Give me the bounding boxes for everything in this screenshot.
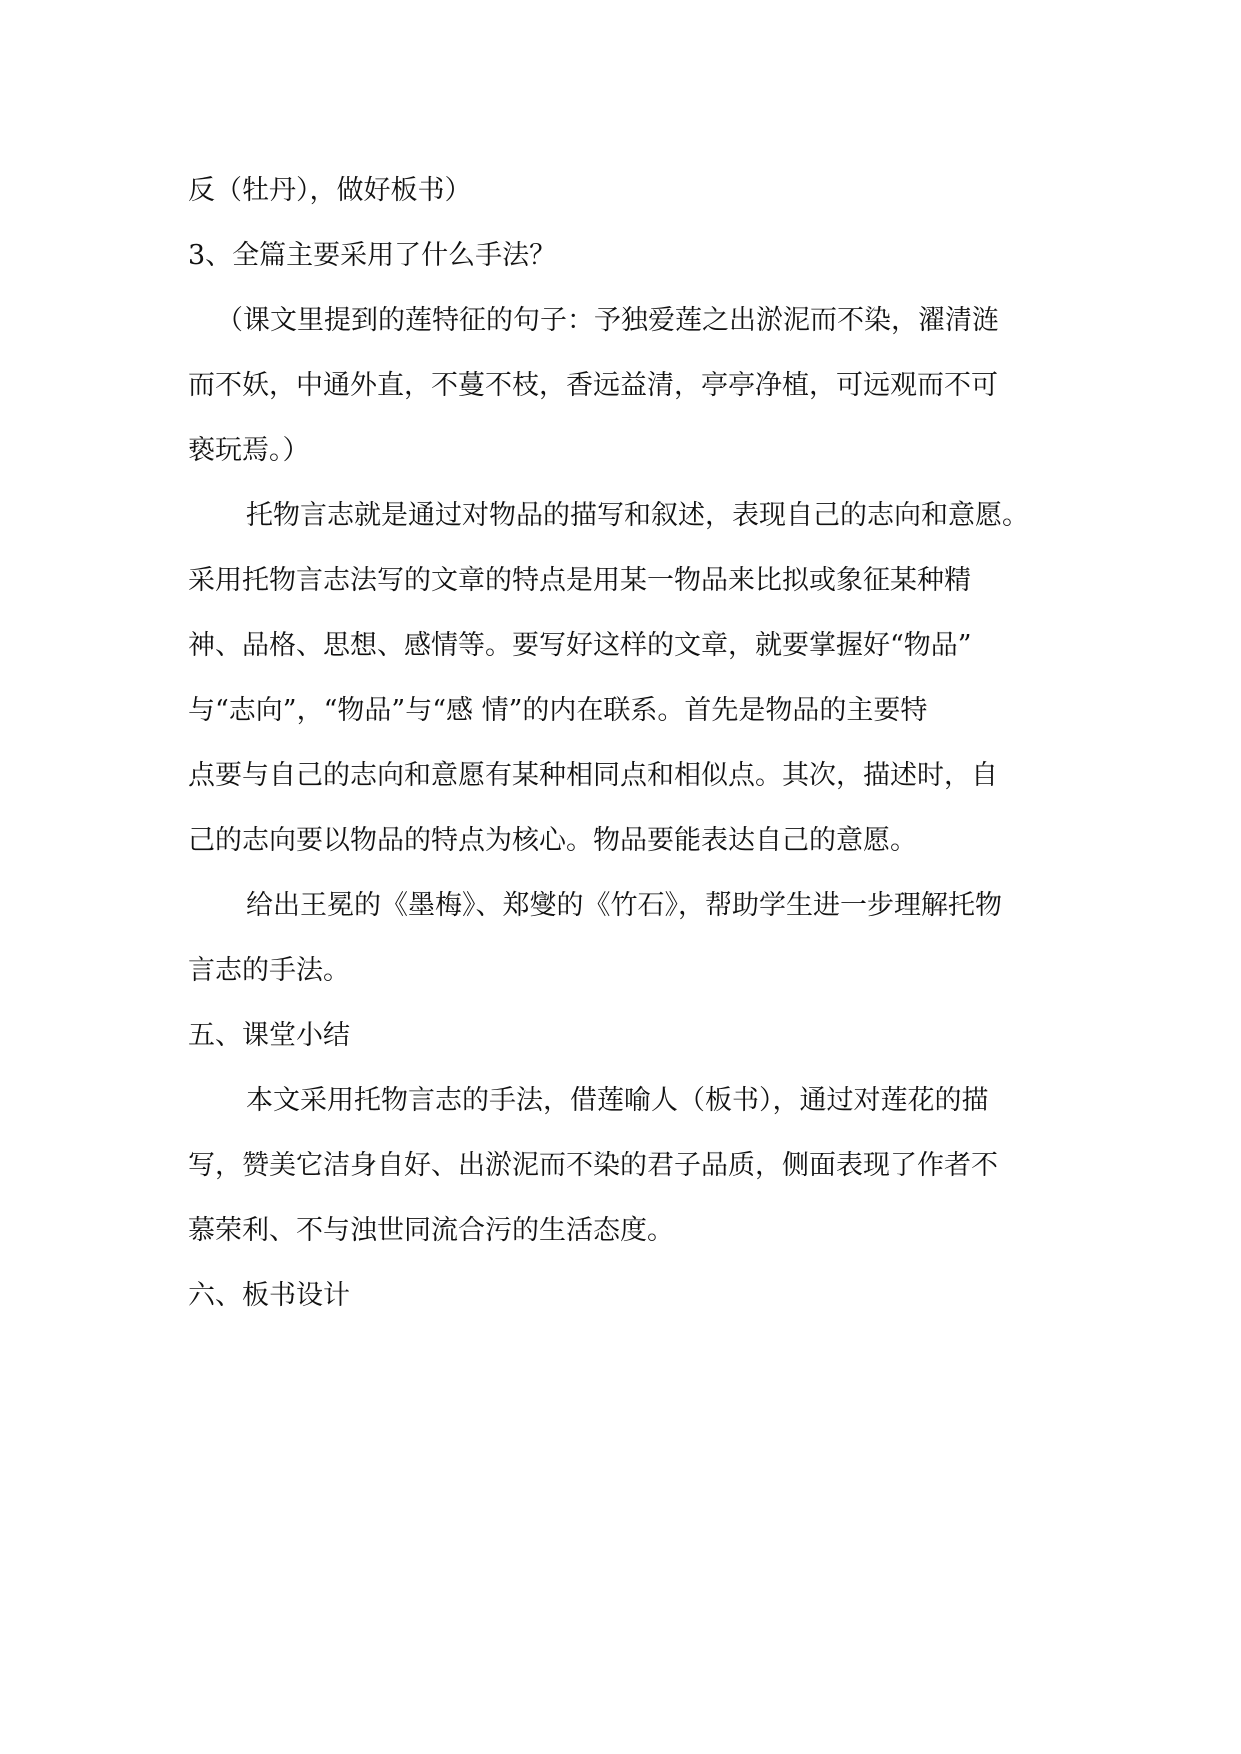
text-line: 托物言志就是通过对物品的描写和叙述，表现自己的志向和意愿。: [246, 500, 1029, 531]
text-line: 反（牡丹），做好板书）: [188, 175, 472, 206]
text-line: 慕荣利、不与浊世同流合污的生活态度。: [188, 1215, 674, 1246]
text-line: 与“志向”，“物品”与“感 情”的内在联系。首先是物品的主要特: [188, 695, 928, 726]
text-line: （课文里提到的莲特征的句子：予独爱莲之出淤泥而不染，濯清涟: [216, 305, 999, 336]
text-line: 言志的手法。: [188, 955, 350, 986]
text-line: 点要与自己的志向和意愿有某种相同点和相似点。其次，描述时，自: [188, 760, 998, 791]
text-line: 亵玩焉。）: [188, 435, 310, 466]
text-line: 而不妖，中通外直，不蔓不枝，香远益清，亭亭净植，可远观而不可: [188, 370, 998, 401]
text-line: 给出王冕的《墨梅》、郑燮的《竹石》，帮助学生进一步理解托物: [246, 890, 1002, 921]
question-heading: 3、全篇主要采用了什么手法？: [188, 240, 557, 271]
section-heading-board-design: 六、板书设计: [188, 1280, 350, 1311]
text-line: 写，赞美它洁身自好、出淤泥而不染的君子品质，侧面表现了作者不: [188, 1150, 998, 1181]
document-body: [188, 158, 1058, 1328]
section-heading-summary: 五、课堂小结: [188, 1020, 350, 1051]
text-line: 神、品格、思想、感情等。要写好这样的文章，就要掌握好“物品”: [188, 630, 972, 661]
text-line: 采用托物言志法写的文章的特点是用某一物品来比拟或象征某种精: [188, 565, 971, 596]
text-line: 己的志向要以物品的特点为核心。物品要能表达自己的意愿。: [188, 825, 917, 856]
text-line: 本文采用托物言志的手法，借莲喻人（板书），通过对莲花的描: [246, 1085, 989, 1116]
